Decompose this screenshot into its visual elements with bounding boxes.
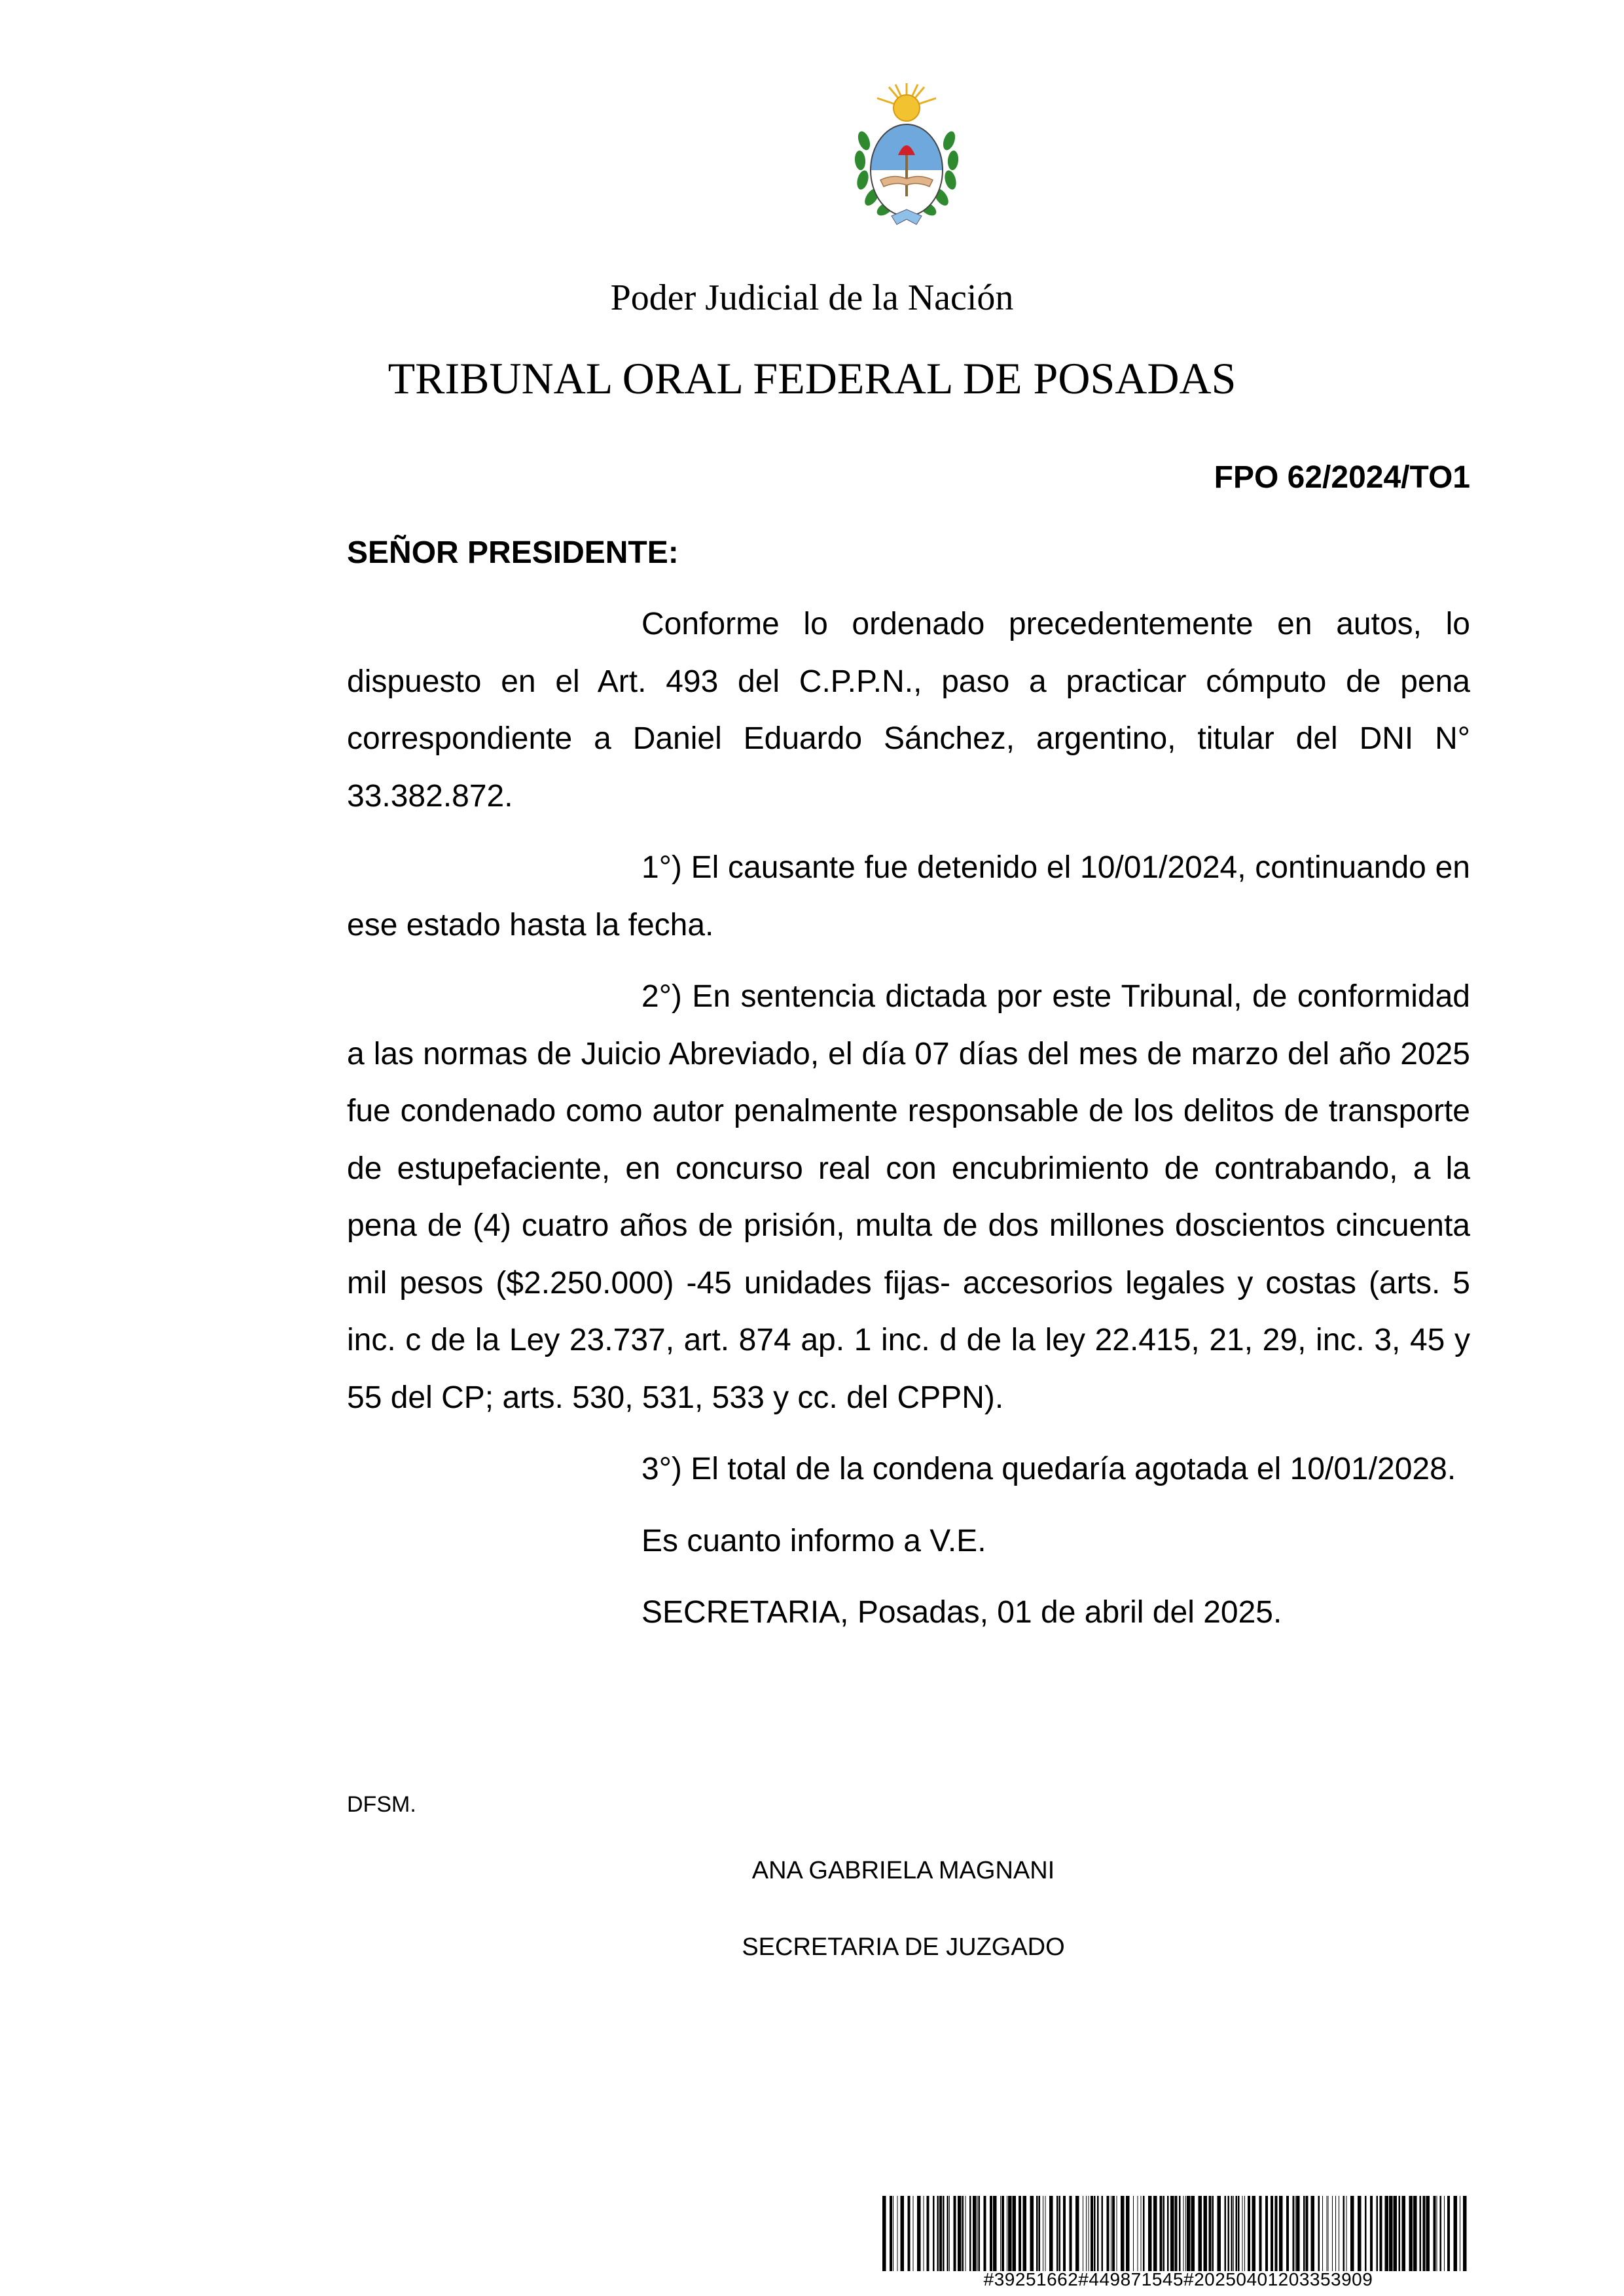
paragraph-expiry: 3°) El total de la condena quedaría agotada el 10/01/2028.: [641, 1452, 1456, 1486]
barcode-icon: [881, 2196, 1470, 2271]
institution-name: Poder Judicial de la Nación: [610, 278, 1014, 318]
author-initials: DFSM.: [347, 1792, 416, 1817]
paragraph-report: Es cuanto informo a V.E.: [641, 1523, 986, 1558]
salutation: SEÑOR PRESIDENTE:: [347, 535, 679, 570]
paragraph-place-date: SECRETARIA, Posadas, 01 de abril del 2025.: [641, 1595, 1282, 1630]
document-body: [347, 596, 1470, 1656]
paragraph-detention: 1°) El causante fue detenido el 10/01/2024, continuando en ese estado hasta la fecha.: [347, 850, 1470, 942]
paragraph-intro: Conforme lo ordenado precedentemente en autos, lo dispuesto en el Art. 493 del C.P.P.N., paso a practicar cómputo de pena correspondiente a Daniel Eduardo Sánchez, argentino, titular del DNI N° 33.382.872.: [347, 607, 1470, 814]
barcode-text: #39251662#449871545#20250401203353909: [983, 2269, 1373, 2289]
court-name: TRIBUNAL ORAL FEDERAL DE POSADAS: [388, 353, 1236, 403]
argentina-coat-of-arms-icon: [851, 82, 962, 239]
case-number: FPO 62/2024/TO1: [1214, 460, 1470, 495]
signer-title: SECRETARIA DE JUZGADO: [742, 1933, 1065, 1961]
paragraph-sentence: 2°) En sentencia dictada por este Tribunal, de conformidad a las normas de Juicio Abreviado, el día 07 días del mes de marzo del año 2025 fue condenado como autor penalmente responsable de los delitos de transporte de estupefaciente, en concurso real con encubrimiento de contrabando, a la pena de (4) cuatro años de prisión, multa de dos millones doscientos cincuenta mil pesos ($2.250.000) -45 unidades fijas- accesorios legales y costas (arts. 5 inc. c de la Ley 23.737, art. 874 ap. 1 inc. d de la ley 22.415, 21, 29, inc. 3, 45 y 55 del CP; arts. 530, 531, 533 y cc. del CPPN).: [347, 979, 1470, 1415]
signer-name: ANA GABRIELA MAGNANI: [751, 1857, 1055, 1884]
